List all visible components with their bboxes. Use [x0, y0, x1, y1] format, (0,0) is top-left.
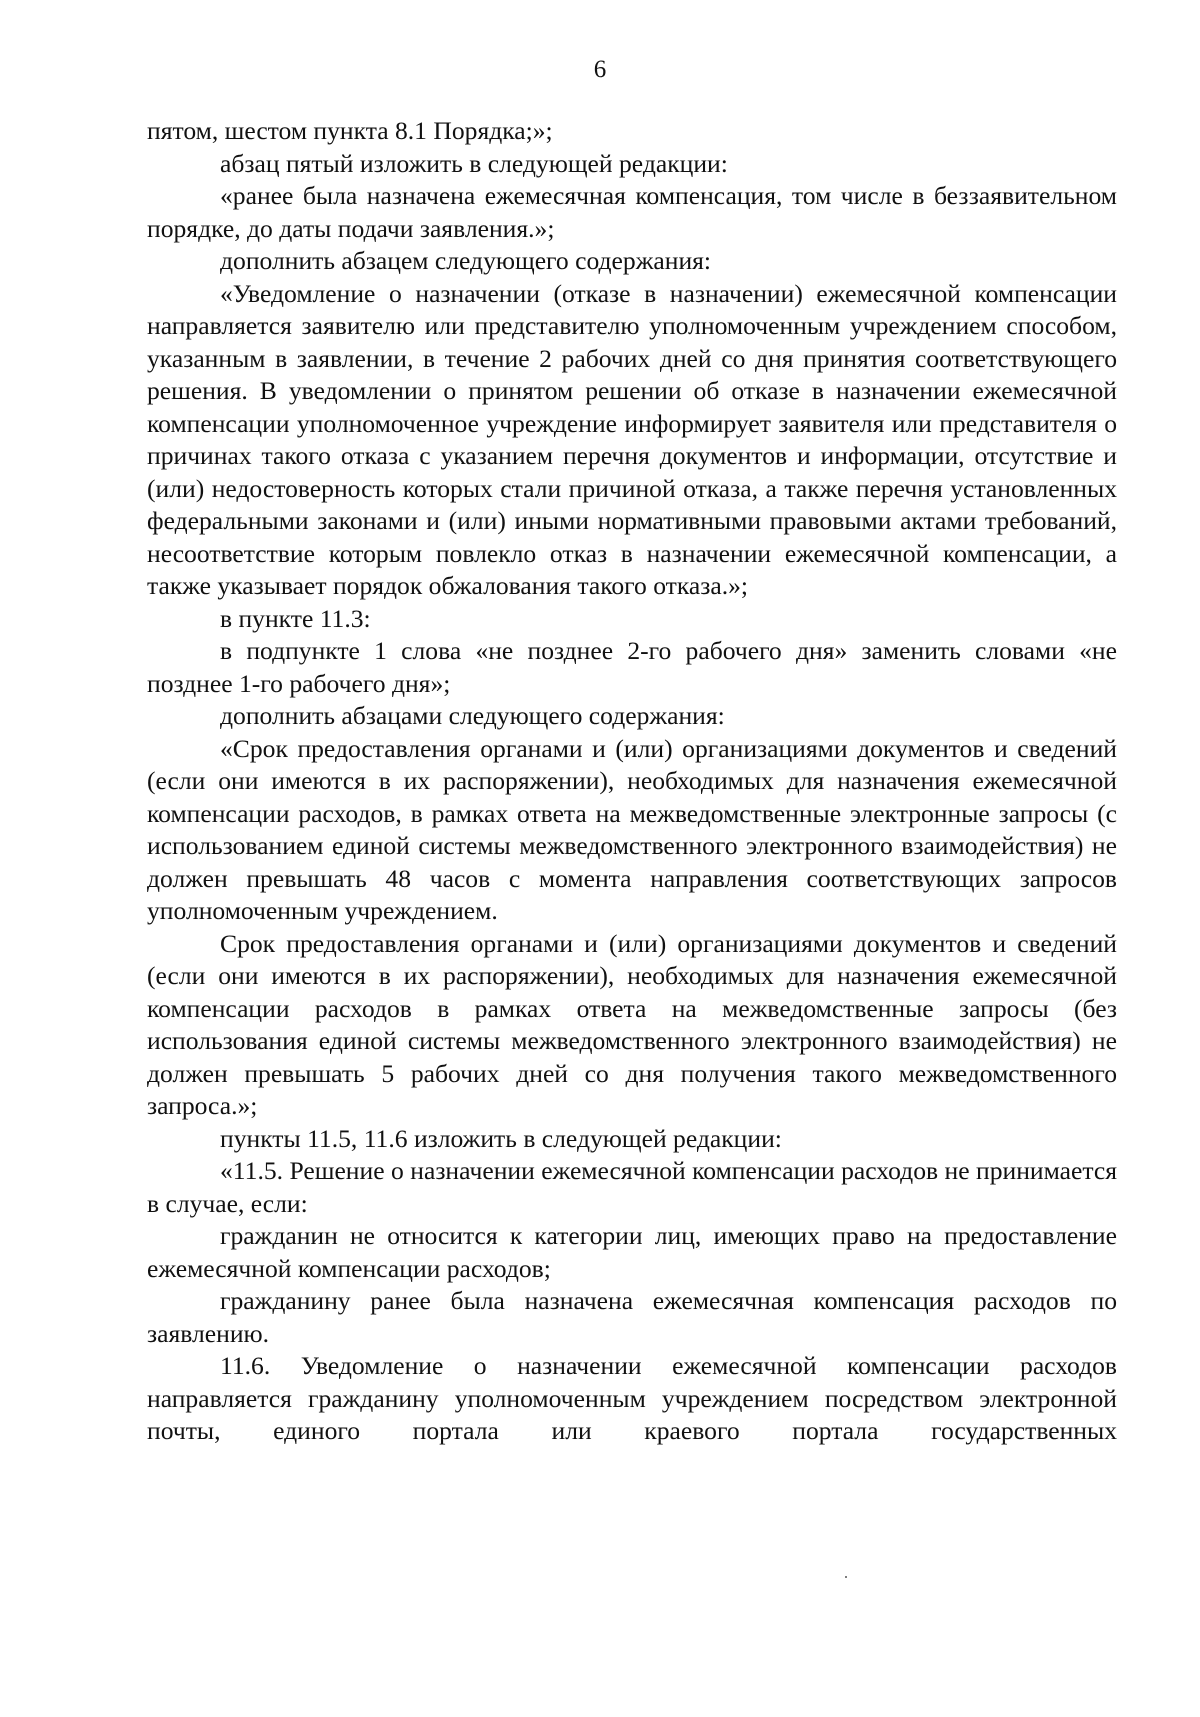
document-body: [147, 115, 1117, 1448]
document-paragraph: гражданин не относится к категории лиц, имеющих право на предоставление ежемесячной компенсации расходов;: [147, 1221, 1117, 1283]
document-paragraph: в пункте 11.3:: [220, 603, 371, 633]
document-paragraph: пункты 11.5, 11.6 изложить в следующей редакции:: [220, 1123, 782, 1153]
document-paragraph: дополнить абзацем следующего содержания:: [220, 246, 712, 275]
page-number: 6: [593, 56, 607, 83]
document-paragraph: пятом, шестом пункта 8.1 Порядка;»;: [147, 116, 553, 145]
document-paragraph: абзац пятый изложить в следующей редакции:: [220, 148, 728, 178]
document-paragraph: дополнить абзацами следующего содержания:: [220, 701, 725, 730]
document-paragraph: «Уведомление о назначении (отказе в назначении) ежемесячной компенсации направляется заявителю или представителю уполномоченным учреждением способом, указанным в заявлении, в течение 2 рабочих дней со дня принятия соответствующего решения. В уведомлении о принятом решении об отказе в назначении ежемесячной компенсации уполномоченное учреждение информирует заявителя или представителя о причинах такого отказа с указанием перечня документов и информации, отсутствие и (или) недостоверность которых стали причиной отказа, а также перечня установленных федеральными законами и (или) иными нормативными правовыми актами требований, несоответствие которым повлекло отказ в назначении ежемесячной компенсации, а также указывает порядок обжалования такого отказа.»;: [147, 278, 1117, 600]
document-paragraph: 11.6. Уведомление о назначении ежемесячной компенсации расходов направляется гражданину уполномоченным учреждением посредством электронной почты, единого портала или краевого портала государственных: [147, 1351, 1117, 1445]
document-paragraph: в подпункте 1 слова «не позднее 2-го рабочего дня» заменить словами «не позднее 1-го рабочего дня»;: [147, 636, 1117, 698]
scan-speck: [845, 1576, 847, 1578]
document-paragraph: «ранее была назначена ежемесячная компенсация, том числе в беззаявительном порядке, до даты подачи заявления.»;: [147, 181, 1117, 243]
document-paragraph: «11.5. Решение о назначении ежемесячной компенсации расходов не принимается в случае, если:: [147, 1156, 1117, 1218]
document-paragraph: гражданину ранее была назначена ежемесячная компенсация расходов по заявлению.: [147, 1286, 1117, 1348]
document-paragraph: Срок предоставления органами и (или) организациями документов и сведений (если они имеются в их распоряжении), необходимых для назначения ежемесячной компенсации расходов в рамках ответа на межведомственные запросы (без использования единой системы межведомственного электронного взаимодействия) не должен превышать 5 рабочих дней со дня получения такого межведомственного запроса.»;: [147, 928, 1117, 1120]
document-paragraph: «Срок предоставления органами и (или) организациями документов и сведений (если они имеются в их распоряжении), необходимых для назначения ежемесячной компенсации расходов, в рамках ответа на межведомственные электронные запросы (с использованием единой системы межведомственного электронного взаимодействия) не должен превышать 48 часов с момента направления соответствующих запросов уполномоченным учреждением.: [147, 733, 1117, 925]
